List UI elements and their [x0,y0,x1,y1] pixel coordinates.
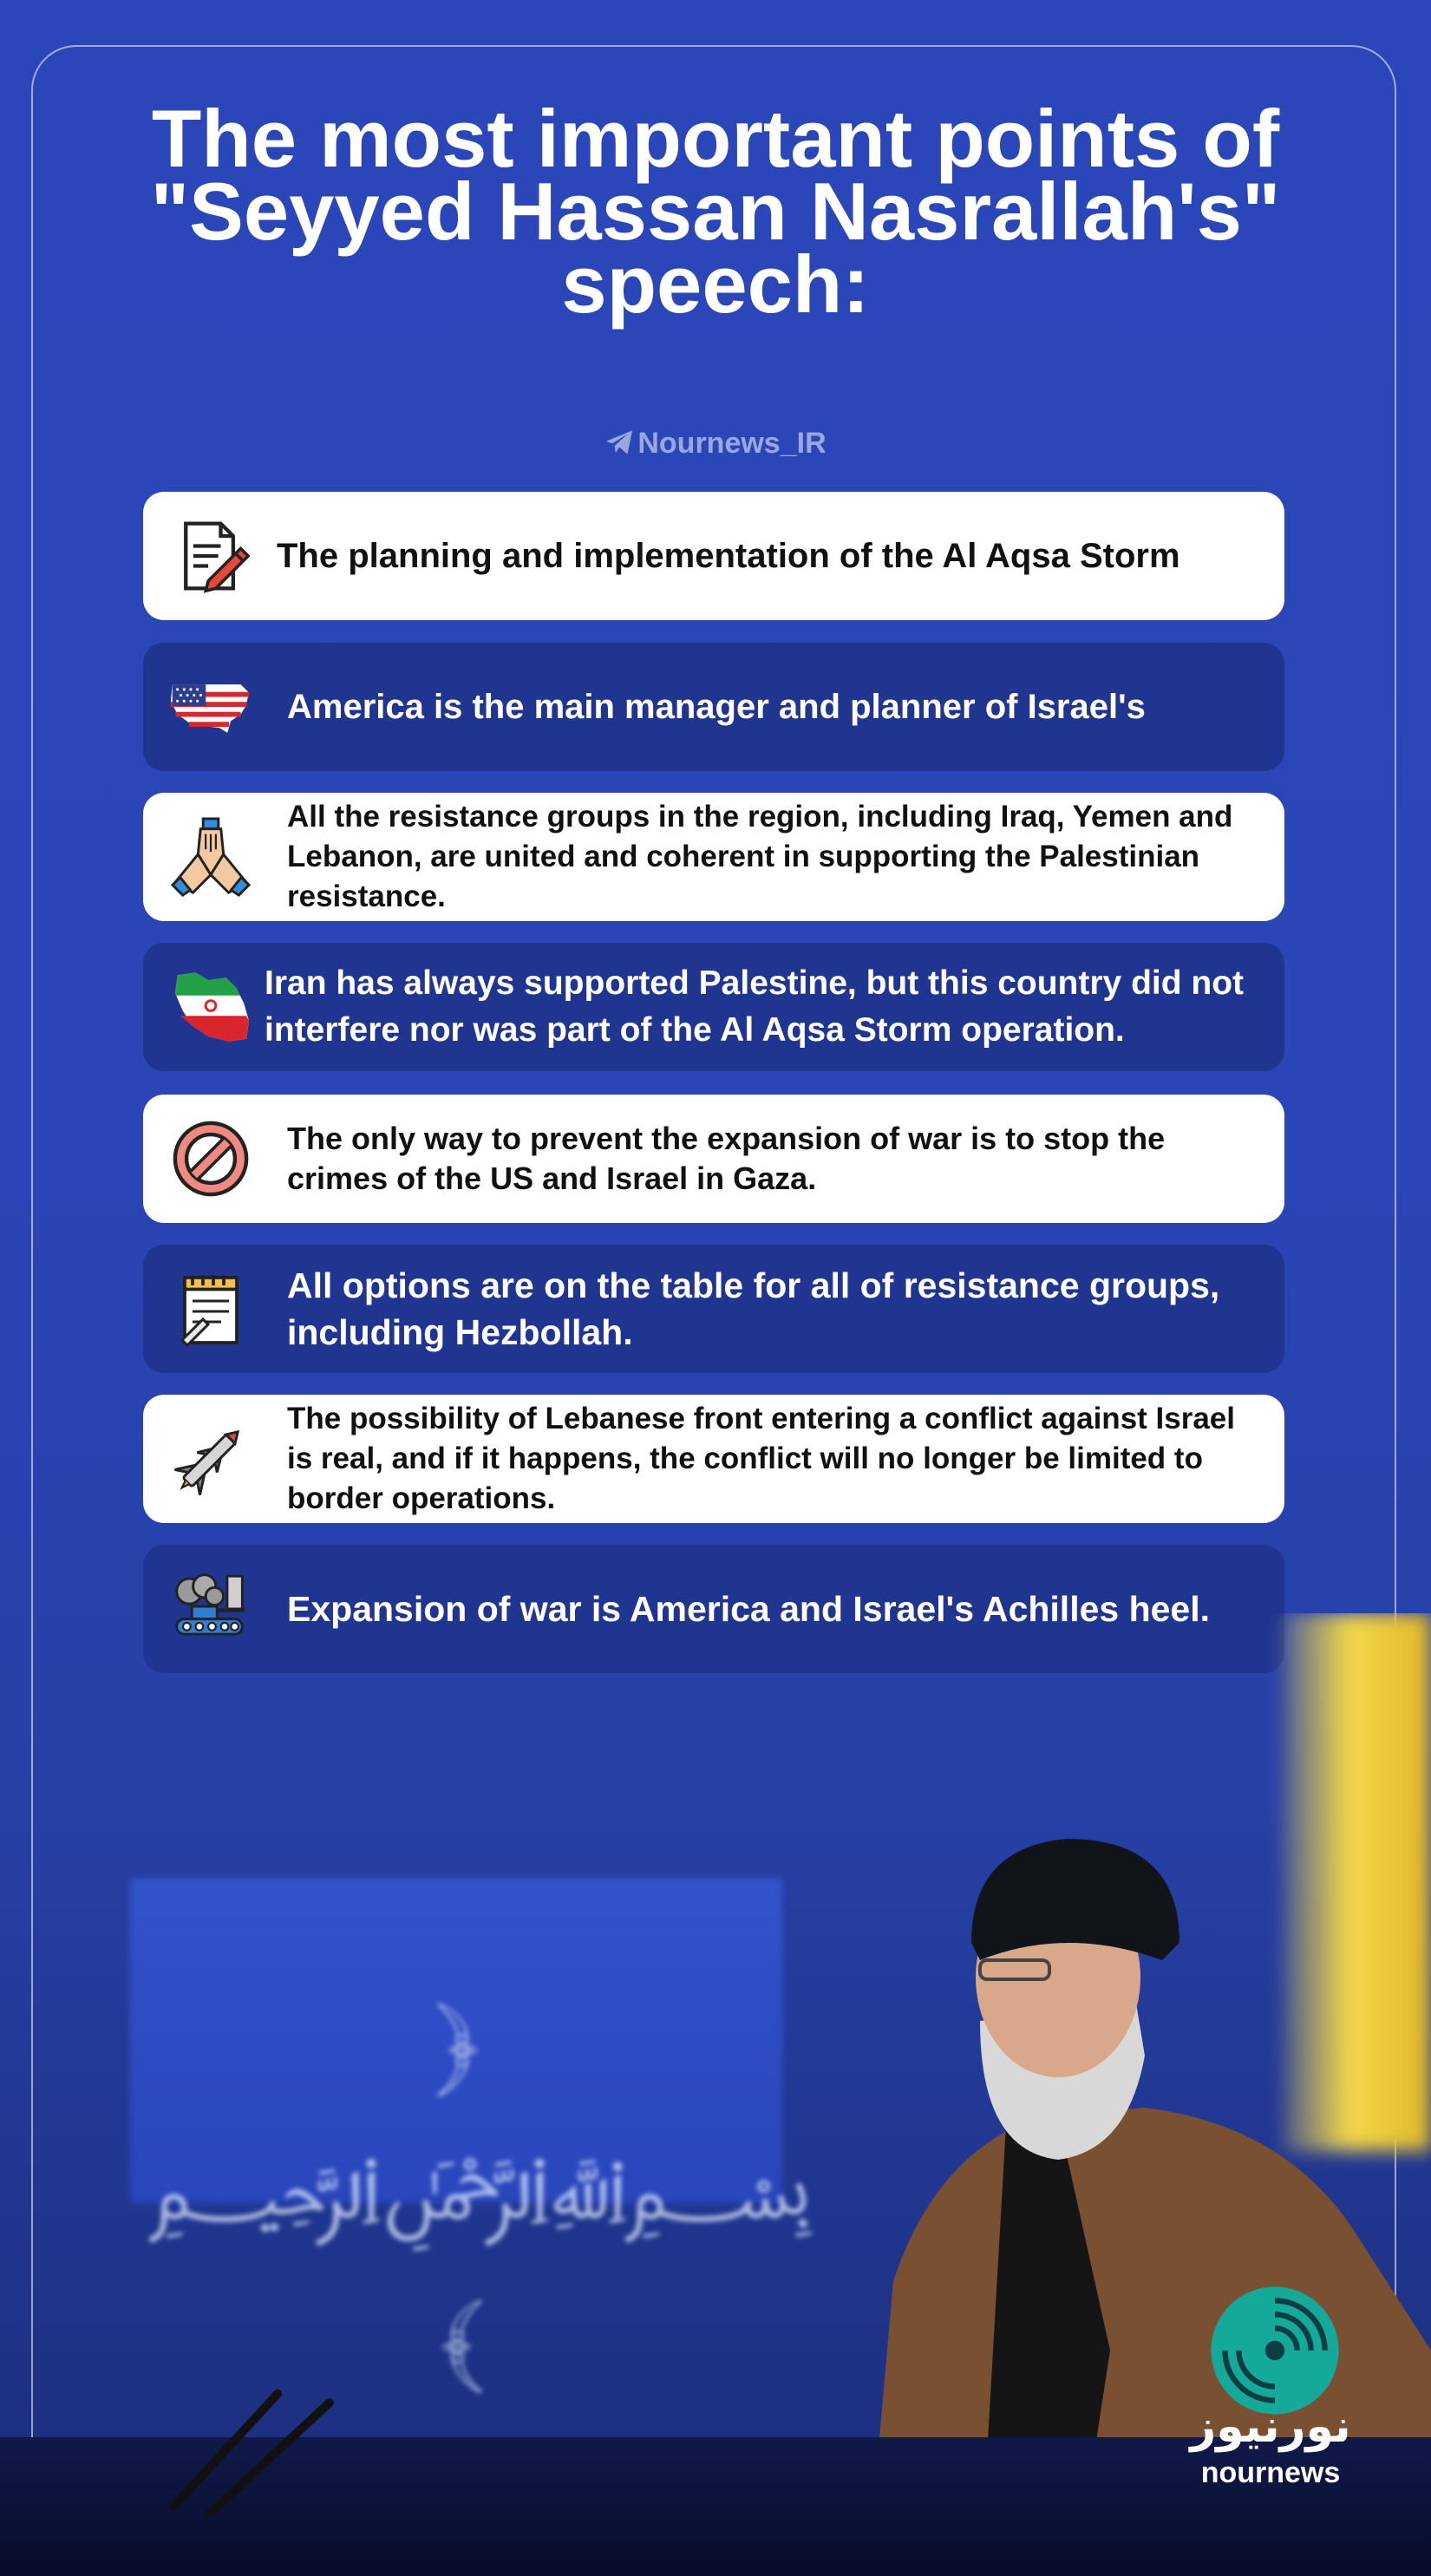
missile-icon [169,1417,252,1500]
document-pen-icon [169,514,252,598]
united-hands-icon [169,815,252,899]
page-title: The most important points of "Seyyed Hassan Nasrallah's" speech: [150,93,1281,330]
nournews-logo-mark [1206,2281,1344,2420]
point-card-3 [143,793,1284,921]
iran-map-flag-icon [169,965,252,1049]
point-card-7 [143,1395,1284,1523]
point-text-8: Expansion of war is America and Israel's Achilles heel. [287,1588,1211,1629]
point-text-1: The planning and implementation of the Al Aqsa Storm [277,536,1180,575]
point-text-2: America is the main manager and planner of Israel's [287,687,1146,726]
point-text-6: All options are on the table for all of resistance groups, including Hezbollah. [287,1265,1220,1352]
point-card-6 [143,1245,1284,1373]
point-card-4 [143,943,1284,1071]
telegram-handle-text: Nournews_IR [637,427,827,460]
logo-persian-text: نورنیوز [1190,2401,1351,2453]
usa-map-flag-icon [169,665,252,749]
telegram-handle [0,427,1431,461]
point-card-5 [143,1095,1284,1223]
notepad-icon [169,1267,252,1350]
point-text-3: All the resistance groups in the region, including Iraq, Yemen and Lebanon, are united and coherent in supporting the Palestinian resistance. [287,800,1233,913]
point-text-7: The possibility of Lebanese front entering a conflict against Israel is real, and if it happens, the conflict will no longer be limited to border operations. [287,1402,1235,1515]
point-text-4: Iran has always supported Palestine, but this country did not interfere nor was part of the Al Aqsa Storm operation. [265,964,1245,1049]
logo-english-text: nournews [1200,2456,1341,2489]
prohibition-icon [169,1117,252,1200]
microphone [156,2342,364,2515]
telegram-icon [604,429,634,455]
point-card-2 [143,643,1284,771]
point-text-5: The only way to prevent the expansion of war is to stop the crimes of the US and Israel in Gaza. [287,1121,1166,1196]
point-card-1 [143,492,1284,620]
calligraphy-decoration: ﴿ ﷽ ﴾ [147,1989,814,2387]
